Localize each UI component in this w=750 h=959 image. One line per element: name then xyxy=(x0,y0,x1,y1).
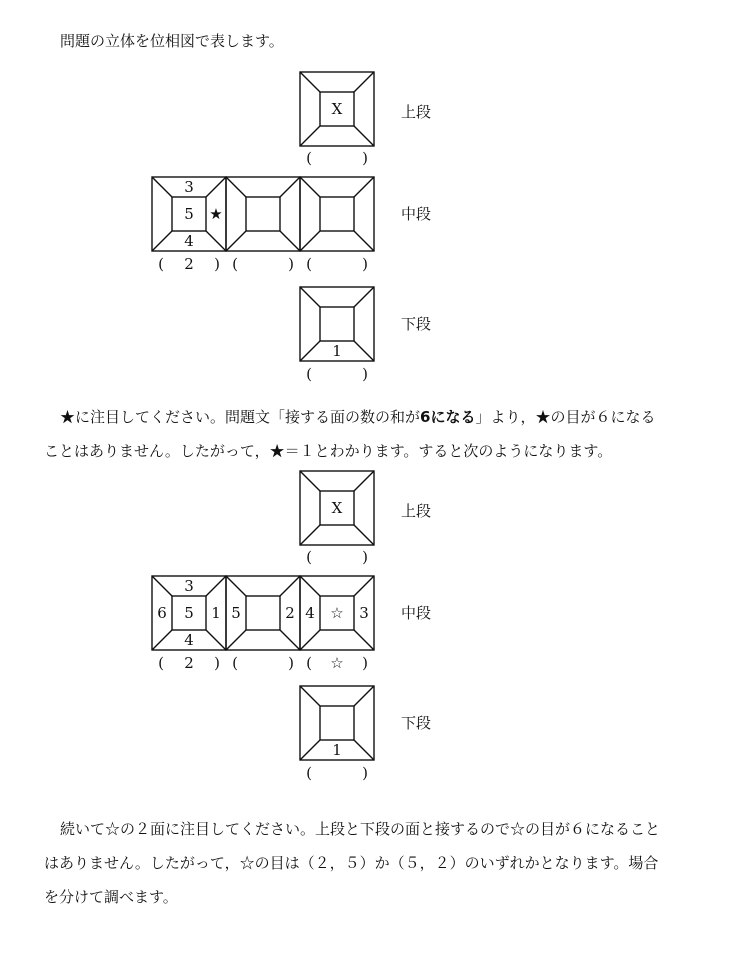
middle-face-3-paren-open: ( xyxy=(306,654,312,672)
paragraph-2-bold: 6になる xyxy=(420,408,476,426)
middle-face-2-paren-open: ( xyxy=(232,654,238,672)
top-face-paren-close: ) xyxy=(362,548,368,566)
middle-face-1-paren-open: ( xyxy=(158,255,164,273)
bottom-face-bottom: 1 xyxy=(332,741,342,759)
top-face-center: X xyxy=(331,100,343,118)
middle-face-1-bottom: 4 xyxy=(184,631,194,649)
middle-face-1-center: 5 xyxy=(184,205,194,223)
middle-face-1-bottom: 4 xyxy=(184,232,194,250)
middle-face-3-center: ☆ xyxy=(330,604,344,622)
paragraph-2-text-a: ★に注目してください。問題文「接する面の数の和が xyxy=(60,408,421,426)
paragraph-3-line-3: を分けて調べます。 xyxy=(44,888,178,906)
middle-face-1-left: 6 xyxy=(157,604,167,622)
middle-face-3-left: 4 xyxy=(305,604,315,622)
paragraph-3-line-2: はありません。したがって，☆の目は（２，５）か（５，２）のいずれかとなります。場合 xyxy=(44,854,659,872)
middle-face-2-paren-close: ) xyxy=(288,654,294,672)
top-face-paren-open: ( xyxy=(306,548,312,566)
middle-face-1-top: 3 xyxy=(184,577,194,595)
middle-face-3-paren-close: ) xyxy=(362,654,368,672)
middle-face-2-right: 2 xyxy=(285,604,295,622)
middle-face-3-paren-close: ) xyxy=(362,255,368,273)
middle-face-1-center: 5 xyxy=(184,604,194,622)
top-face-paren-open: ( xyxy=(306,149,312,167)
row-label-bottom: 下段 xyxy=(400,315,432,333)
middle-face-1-right: ★ xyxy=(209,205,223,223)
paragraph-2-line-2: ことはありません。したがって，★＝１とわかります。すると次のようになります。 xyxy=(44,442,613,460)
paragraph-3-line-1: 続いて☆の２面に注目してください。上段と下段の面と接するので☆の目が６になること xyxy=(60,820,661,838)
middle-face-1-paren-close: ) xyxy=(214,255,220,273)
middle-face-1-top: 3 xyxy=(184,178,194,196)
top-face-center: X xyxy=(331,499,343,517)
middle-face-1-paren-value: 2 xyxy=(184,255,194,273)
paragraph-2-line-1 xyxy=(60,400,655,434)
row-label-middle: 中段 xyxy=(400,604,432,622)
bottom-face-bottom: 1 xyxy=(332,342,342,360)
middle-face-1-paren-open: ( xyxy=(158,654,164,672)
middle-face-3-paren-open: ( xyxy=(306,255,312,273)
middle-face-3-right: 3 xyxy=(359,604,369,622)
row-label-middle: 中段 xyxy=(400,205,432,223)
bottom-face-paren-close: ) xyxy=(362,764,368,782)
middle-face-1-paren-close: ) xyxy=(214,654,220,672)
top-face-paren-close: ) xyxy=(362,149,368,167)
topology-figure-1 xyxy=(0,62,750,392)
middle-face-2-left: 5 xyxy=(231,604,241,622)
topology-figure-2 xyxy=(0,461,750,791)
middle-face-2-paren-close: ) xyxy=(288,255,294,273)
row-label-bottom: 下段 xyxy=(400,714,432,732)
bottom-face-paren-open: ( xyxy=(306,365,312,383)
middle-face-2 xyxy=(226,177,300,251)
middle-face-1-right: 1 xyxy=(211,604,221,622)
bottom-face-paren-close: ) xyxy=(362,365,368,383)
middle-face-1-paren-value: 2 xyxy=(184,654,194,672)
bottom-face-paren-open: ( xyxy=(306,764,312,782)
row-label-top: 上段 xyxy=(400,502,432,520)
middle-face-3 xyxy=(300,177,374,251)
row-label-top: 上段 xyxy=(400,103,432,121)
paragraph-2-text-b: 」より，★の目が６になる xyxy=(475,408,656,426)
middle-face-3-paren-value: ☆ xyxy=(330,654,344,672)
middle-face-2-paren-open: ( xyxy=(232,255,238,273)
intro-text: 問題の立体を位相図で表します。 xyxy=(60,32,284,50)
